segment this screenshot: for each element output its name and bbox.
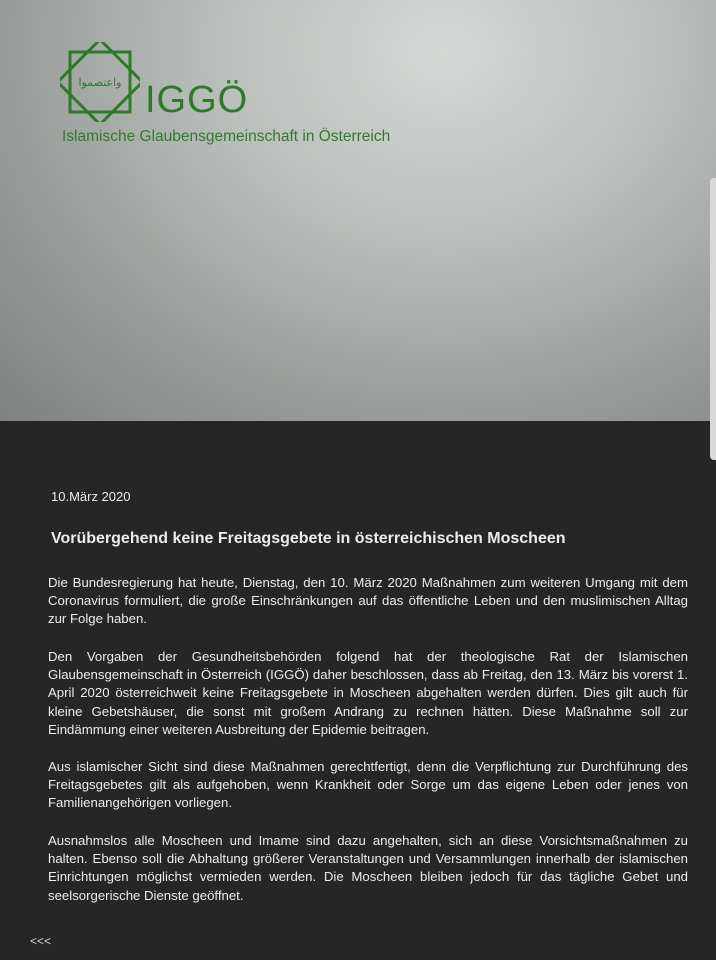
logo-subtitle: Islamische Glaubensgemeinschaft in Österreich xyxy=(62,128,391,145)
scrollbar-thumb[interactable] xyxy=(710,178,716,460)
logo-wordmark: IGGÖ xyxy=(145,79,249,121)
article-paragraph: Ausnahmslos alle Moscheen und Imame sind dazu angehalten, sich an diese Vorsichtsmaßnahmen zu halten. Ebenso soll die Abhaltung größerer Veranstaltungen und Versammlungen innerhalb der islamischen Einrichtungen möglichst vermieden werden. Die Moscheen bleiben jedoch für das tägliche Gebet und seelsorgerische Dienste geöffnet. xyxy=(48,833,688,903)
back-link[interactable]: <<< xyxy=(30,934,52,948)
article-title: Vorübergehend keine Freitagsgebete in österreichischen Moscheen xyxy=(51,530,566,547)
logo-arabic: واعتصموا xyxy=(78,76,122,89)
article-paragraph: Die Bundesregierung hat heute, Dienstag, den 10. März 2020 Maßnahmen zum weiteren Umgang mit dem Coronavirus formuliert, die große Einschränkungen auf das öffentliche Leben und den muslimischen Alltag zur Folge haben. xyxy=(48,575,688,627)
article-paragraph: Den Vorgaben der Gesundheitsbehörden folgend hat der theologische Rat der Islamischen Glaubensgemeinschaft in Österreich (IGGÖ) daher beschlossen, dass ab Freitag, den 13. März bis vorerst 1. April 2020 österreichweit keine Freitagsgebete in Moscheen abgehalten werden dürfen. Dies gilt auch für kleine Gebetshäuser, die sonst mit großem Andrang zu rechnen hätten. Diese Maßnahme soll zur Eindämmung einer weiteren Ausbreitung der Epidemie beitragen. xyxy=(48,649,688,737)
article-paragraph: Aus islamischer Sicht sind diese Maßnahmen gerechtfertigt, denn die Verpflichtung zur Durchführung des Freitagsgebetes gilt als aufgehoben, wenn Krankheit oder Sorge um das eigene Leben oder jenes von Familienangehörigen vorliegen. xyxy=(48,759,688,811)
iggo-logo-icon xyxy=(60,42,140,122)
header-banner xyxy=(0,0,716,421)
article-date: 10.März 2020 xyxy=(51,489,131,504)
